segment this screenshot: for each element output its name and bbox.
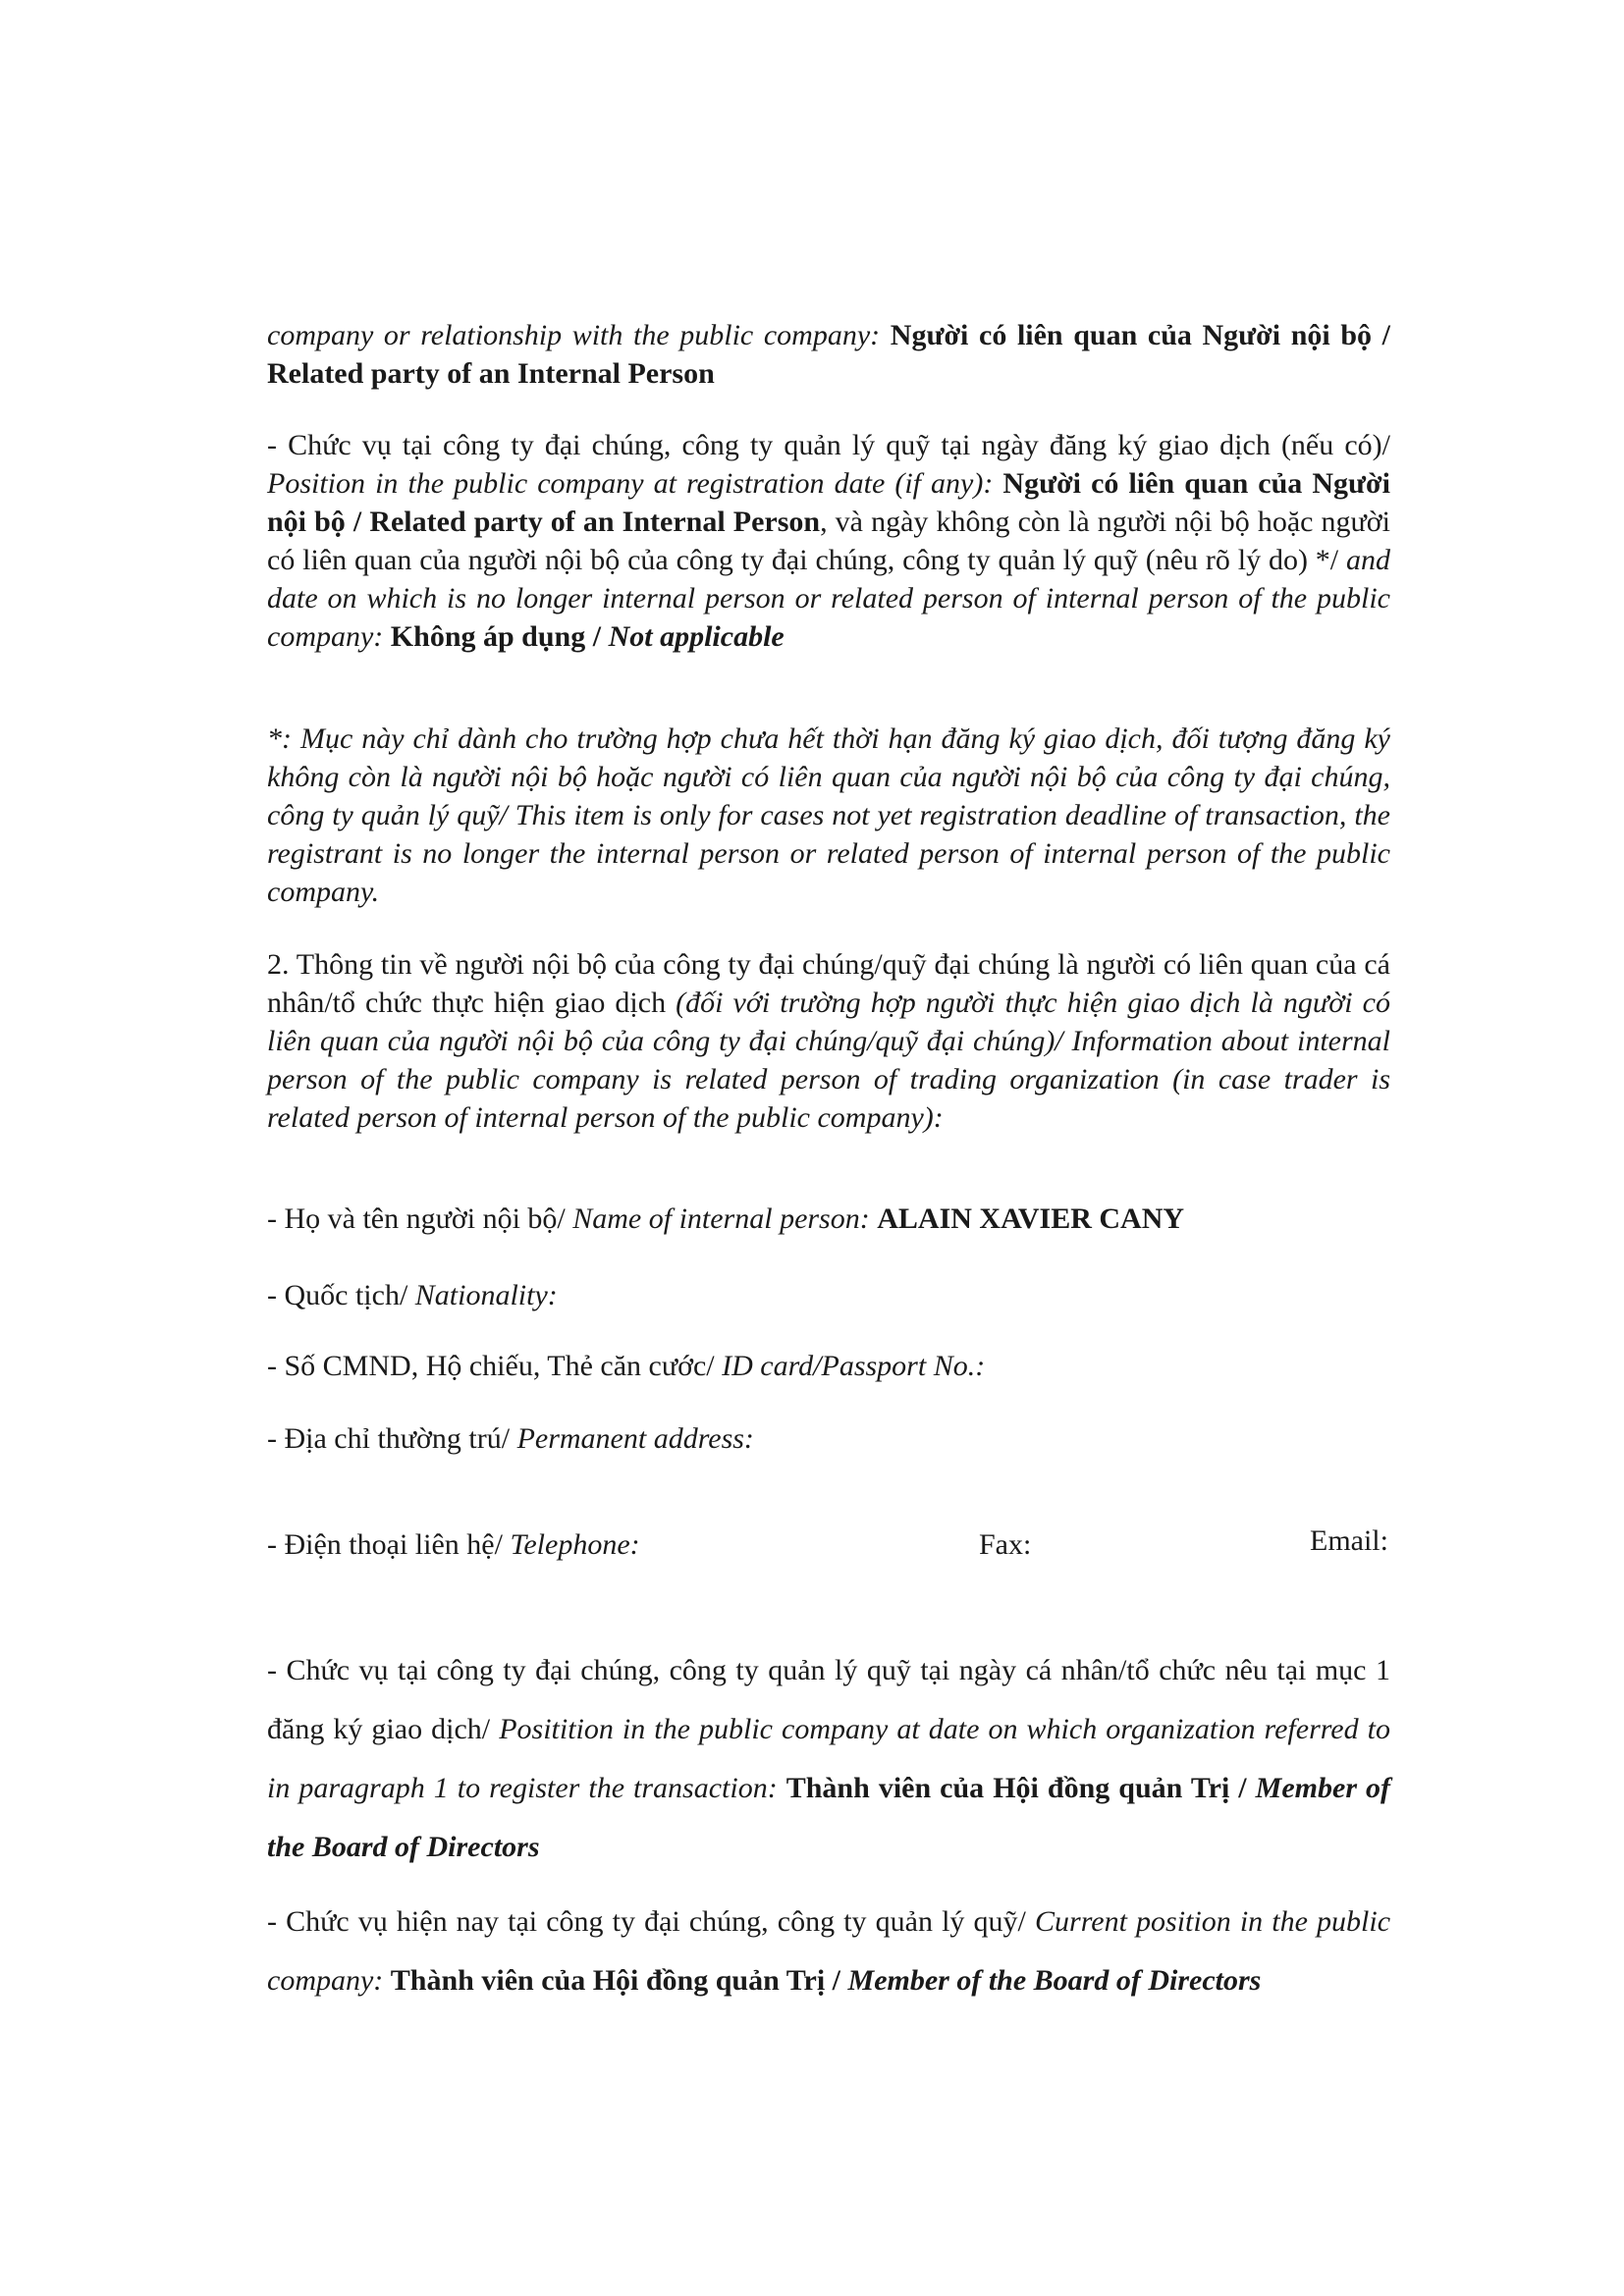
section-2-heading-en: (đối với trường hợp người thực hiện giao dịch là người có liên quan của người nội bộ của công ty đại chúng/quỹ đại chúng)/ Information about internal person of the public company is related person of trading organization (in case trader is related person of internal person of the public company):: [267, 987, 1390, 1134]
name-value: ALAIN XAVIER CANY: [877, 1202, 1185, 1235]
footnote-paragraph: *: Mục này chỉ dành cho trường hợp chưa hết thời hạn đăng ký giao dịch, đối tượng đăng ký không còn là người nội bộ hoặc người có liên quan của người nội bộ của công ty đại chúng, công ty quản lý quỹ/ This item is only for cases not yet registration deadline of transaction, the registrant is no longer the internal person or related person of internal person of the public company.: [267, 722, 1390, 908]
nationality-label-en: Nationality:: [414, 1279, 558, 1311]
board-member-en: Member of the Board of Directors: [267, 1772, 1391, 1863]
section-2-heading-vi: 2. Thông tin về người nội bộ của công ty đại chúng/quỹ đại chúng là người có liên quan của cá nhân/tổ chức thực hiện giao dịch: [267, 948, 1390, 1019]
not-applicable-vi: Không áp dụng /: [390, 620, 602, 653]
current-board-member-en: Member of the Board of Directors: [847, 1964, 1262, 1997]
id-label-en: ID card/Passport No.:: [722, 1350, 986, 1382]
position-label-en: Position in the public company at registration date (if any):: [267, 467, 994, 500]
position-at-trade-paragraph: [267, 1641, 1390, 1877]
relationship-value: Người có liên quan của Người nội bộ / Related party of an Internal Person: [267, 319, 1391, 390]
id-card-row: [267, 1347, 985, 1385]
telephone-label-en: Telephone:: [510, 1528, 640, 1561]
position-at-registration-paragraph: [267, 426, 1390, 656]
current-position-en: Current position in the public company:: [267, 1905, 1391, 1997]
relationship-paragraph: [267, 316, 1390, 393]
address-label-en: Permanent address:: [516, 1422, 754, 1455]
board-member-vi: Thành viên của Hội đồng quản Trị /: [785, 1772, 1247, 1804]
telephone-label-vi: - Điện thoại liên hệ/: [267, 1528, 503, 1561]
internal-person-name-row: [267, 1200, 1184, 1238]
name-label-en: Name of internal person:: [572, 1202, 870, 1235]
not-applicable-en: Not applicable: [608, 620, 785, 653]
current-board-member-vi: Thành viên của Hội đồng quản Trị /: [390, 1964, 841, 1997]
current-position-vi: - Chức vụ hiện nay tại công ty đại chúng, công ty quản lý quỹ/: [267, 1905, 1026, 1938]
no-longer-text-vi: , và ngày không còn là người nội bộ hoặc người có liên quan của người nội bộ của công ty đại chúng, công ty quản lý quỹ (nêu rõ lý do) */: [267, 506, 1390, 576]
nationality-label-vi: - Quốc tịch/: [267, 1279, 408, 1311]
position-value: Người có liên quan của Người nội bộ / Related party of an Internal Person: [267, 467, 1390, 538]
section-2-paragraph: [267, 945, 1390, 1137]
position-label-vi: - Chức vụ tại công ty đại chúng, công ty quản lý quỹ tại ngày đăng ký giao dịch (nếu có)/: [267, 429, 1390, 461]
nationality-row: [267, 1276, 558, 1314]
position-at-trade-en: Positition in the public company at date on which organization referred to in paragraph 1 to register the transaction:: [267, 1713, 1391, 1804]
current-position-paragraph: [267, 1893, 1390, 2010]
email-label: Email:: [1310, 1524, 1388, 1557]
permanent-address-row: [267, 1419, 754, 1458]
address-label-vi: - Địa chỉ thường trú/: [267, 1422, 511, 1455]
fax-label: Fax:: [979, 1528, 1032, 1561]
telephone-field: [267, 1525, 640, 1564]
position-at-trade-vi: - Chức vụ tại công ty đại chúng, công ty quản lý quỹ tại ngày cá nhân/tổ chức nêu tại mục 1 đăng ký giao dịch/: [267, 1654, 1390, 1745]
name-label-vi: - Họ và tên người nội bộ/: [267, 1202, 566, 1235]
id-label-vi: - Số CMND, Hộ chiếu, Thẻ căn cước/: [267, 1350, 715, 1382]
relationship-label: company or relationship with the public company:: [267, 319, 881, 351]
no-longer-text-en: and date on which is no longer internal person or related person of internal person of the public company:: [267, 544, 1391, 653]
